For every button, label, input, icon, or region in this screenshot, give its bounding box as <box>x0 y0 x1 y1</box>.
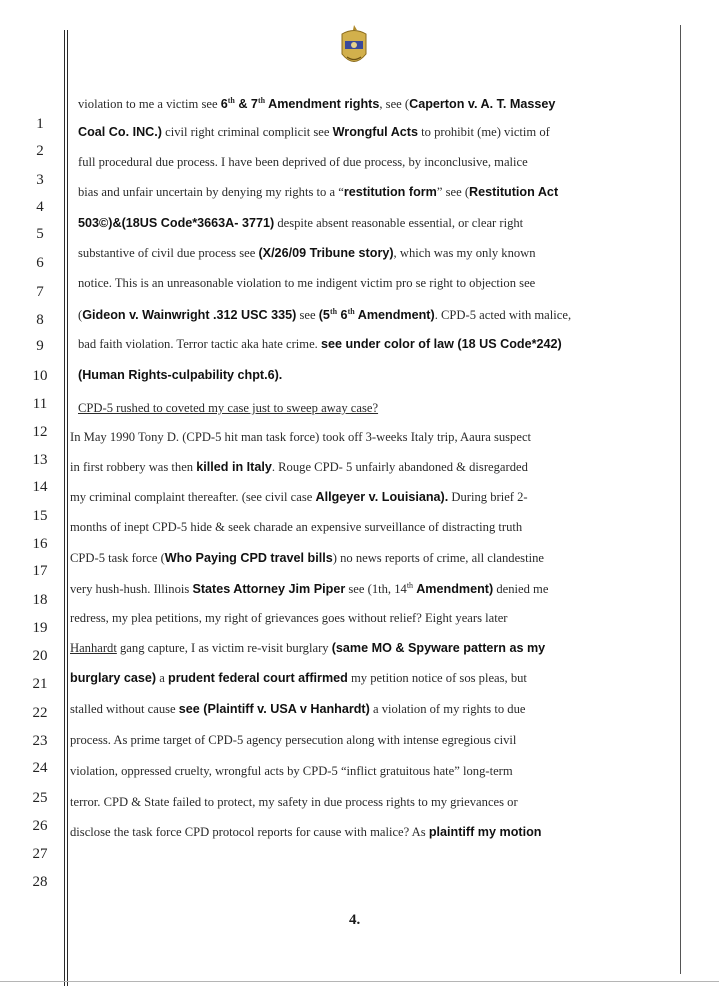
line-number: 23 <box>32 733 48 749</box>
line-number: 17 <box>32 563 48 579</box>
text-run: gang capture, I as victim re-visit burglary <box>116 641 332 655</box>
text-run: th <box>406 581 414 590</box>
bold-text-run: Amendment) <box>354 308 435 323</box>
margin-rule-inner <box>67 30 68 986</box>
text-run: violation to me a victim see <box>78 97 221 112</box>
bold-text-run: States Attorney Jim Piper <box>192 582 346 597</box>
text-line <box>70 430 670 445</box>
text-line <box>78 276 678 291</box>
bold-text-run: th <box>257 96 266 105</box>
scan-edge-line <box>0 981 719 982</box>
text-run: ) no news reports of crime, all clandestine <box>332 551 544 565</box>
bold-text-run: Gideon v. Wainwright .312 USC 335) <box>82 308 297 323</box>
bold-text-run: prudent federal court affirmed <box>168 671 348 685</box>
line-number: 1 <box>36 116 44 132</box>
text-run: despite absent reasonable essential, or clear right <box>274 216 524 230</box>
line-number: 4 <box>36 199 44 215</box>
line-number: 5 <box>36 226 44 242</box>
text-line <box>70 764 670 779</box>
line-number: 2 <box>36 143 44 159</box>
bold-text-run: 6 <box>220 97 228 112</box>
text-line <box>70 795 670 810</box>
bold-text-run: (same MO & Spyware pattern as my <box>331 641 546 655</box>
text-run: bad faith violation. Terror tactic aka hate crime. <box>78 337 321 351</box>
text-line <box>70 733 670 748</box>
text-run: see <box>296 308 319 323</box>
line-number: 3 <box>36 172 44 188</box>
text-line <box>78 307 678 323</box>
text-run: very hush-hush. Illinois <box>70 582 193 597</box>
text-run: my criminal complaint thereafter. (see civil case <box>70 490 316 504</box>
text-line <box>78 185 678 200</box>
text-run: disclose the task force CPD protocol reports for cause with malice? As <box>70 825 429 839</box>
line-number: 6 <box>36 255 44 271</box>
text-line <box>78 125 678 140</box>
text-line <box>70 611 670 626</box>
page-number: 4. <box>349 912 361 928</box>
bold-text-run: Amendment) <box>416 582 494 597</box>
line-number: 10 <box>32 368 48 384</box>
line-number: 12 <box>32 424 48 440</box>
bold-text-run: burglary case) <box>70 671 157 685</box>
text-run: substantive of civil due process see <box>78 246 259 260</box>
text-run: denied me <box>493 582 549 597</box>
text-run: a <box>156 671 168 685</box>
text-run: notice. This is an unreasonable violation to me indigent victim pro se right to objection see <box>78 276 536 290</box>
line-number: 14 <box>32 479 48 495</box>
text-run: , which was my only known <box>393 246 536 260</box>
line-number: 22 <box>32 705 48 721</box>
text-run: . Rouge CPD- 5 unfairly abandoned & disregarded <box>271 460 528 474</box>
bold-text-run: Coal Co. INC.) <box>78 125 162 139</box>
text-run: full procedural due process. I have been deprived of due process, by inconclusive, malice <box>78 155 528 169</box>
line-number: 7 <box>36 284 44 300</box>
text-run: ” see ( <box>436 185 470 199</box>
margin-rule-outer <box>64 30 65 986</box>
bold-text-run: see (Plaintiff v. USA v Hanhardt) <box>178 702 370 716</box>
line-number: 24 <box>32 760 48 776</box>
text-run: , see ( <box>379 97 410 112</box>
bold-text-run: th <box>329 307 338 316</box>
bold-text-run: (Human Rights-culpability chpt.6). <box>78 368 283 382</box>
text-run: a violation of my rights to due <box>369 702 526 716</box>
text-run: my petition notice of sos pleas, but <box>347 671 527 685</box>
text-run: During brief 2- <box>448 490 528 504</box>
line-number: 21 <box>32 676 48 692</box>
text-run: months of inept CPD-5 hide & seek charade an expensive surveillance of distracting truth <box>70 520 523 534</box>
bold-text-run: th <box>227 96 235 105</box>
text-line <box>70 581 670 597</box>
text-line <box>78 216 678 231</box>
bold-text-run: see under color of law (18 US Code*242) <box>320 337 562 351</box>
bold-text-run: Who Paying CPD travel bills <box>164 551 333 565</box>
text-line <box>70 671 670 686</box>
bold-text-run: Wrongful Acts <box>332 125 418 139</box>
text-run: CPD-5 rushed to coveted my case just to sweep away case? <box>78 401 379 415</box>
text-run: see (1th, 14 <box>345 582 407 597</box>
text-line <box>70 641 670 656</box>
line-number: 27 <box>32 846 48 862</box>
line-number: 8 <box>36 312 44 328</box>
bold-text-run: (X/26/09 Tribune story) <box>258 246 394 260</box>
line-number: 25 <box>32 790 48 806</box>
bold-text-run: & 7 <box>234 97 258 112</box>
margin-rule-right <box>680 25 681 974</box>
text-run: stalled without cause <box>70 702 179 716</box>
text-line <box>78 401 678 416</box>
bold-text-run: (5 <box>318 308 330 323</box>
bold-text-run: plaintiff my motion <box>428 825 542 839</box>
text-run: civil right criminal complicit see <box>161 125 333 139</box>
text-run: to prohibit (me) victim of <box>418 125 550 139</box>
text-run: redress, my plea petitions, my right of grievances goes without relief? Eight years later <box>70 611 508 625</box>
bold-text-run: Allgeyer v. Louisiana). <box>315 490 449 504</box>
line-number: 19 <box>32 620 48 636</box>
text-run: CPD-5 task force ( <box>70 551 165 565</box>
text-line <box>70 520 670 535</box>
text-run: process. As prime target of CPD-5 agency persecution along with intense egregious civil <box>70 733 517 747</box>
text-line <box>78 246 678 261</box>
text-run: terror. CPD & State failed to protect, my safety in due process rights to my grievances or <box>70 795 518 809</box>
text-run: ( <box>78 308 83 323</box>
text-run: Hanhardt <box>70 641 117 655</box>
line-number: 16 <box>32 536 48 552</box>
text-line <box>70 460 670 475</box>
bold-text-run: Restitution Act <box>469 185 559 199</box>
line-number: 20 <box>32 648 48 664</box>
bold-text-run: 6 <box>337 308 348 323</box>
text-run: bias and unfair uncertain by denying my rights to a “ <box>78 185 344 199</box>
bold-text-run: th <box>347 307 355 316</box>
text-line <box>78 337 678 352</box>
line-number: 18 <box>32 592 48 608</box>
text-line <box>78 368 678 383</box>
text-line <box>78 96 678 112</box>
text-line <box>70 702 670 717</box>
line-number: 15 <box>32 508 48 524</box>
text-run: violation, oppressed cruelty, wrongful acts by CPD-5 “inflict gratuitous hate” long-term <box>70 764 513 778</box>
bold-text-run: killed in Italy <box>196 460 272 474</box>
text-run: In May 1990 Tony D. (CPD-5 hit man task force) took off 3-weeks Italy trip, Aaura suspect <box>70 430 532 444</box>
bold-text-run: Caperton v. A. T. Massey <box>409 97 556 112</box>
bold-text-run: restitution form <box>343 185 437 199</box>
line-number: 28 <box>32 874 48 890</box>
line-number: 13 <box>32 452 48 468</box>
line-number: 9 <box>36 338 44 354</box>
police-badge-icon <box>339 24 369 72</box>
line-number: 11 <box>32 396 48 412</box>
text-line <box>70 490 670 505</box>
line-number: 26 <box>32 818 48 834</box>
bold-text-run: Amendment rights <box>265 97 380 112</box>
text-line <box>70 551 670 566</box>
text-run: in first robbery was then <box>70 460 197 474</box>
bold-text-run: 503©)&(18US Code*3663A- 3771) <box>78 216 275 230</box>
text-line <box>70 825 670 840</box>
text-run: . CPD-5 acted with malice, <box>434 308 572 323</box>
text-line <box>78 155 678 170</box>
